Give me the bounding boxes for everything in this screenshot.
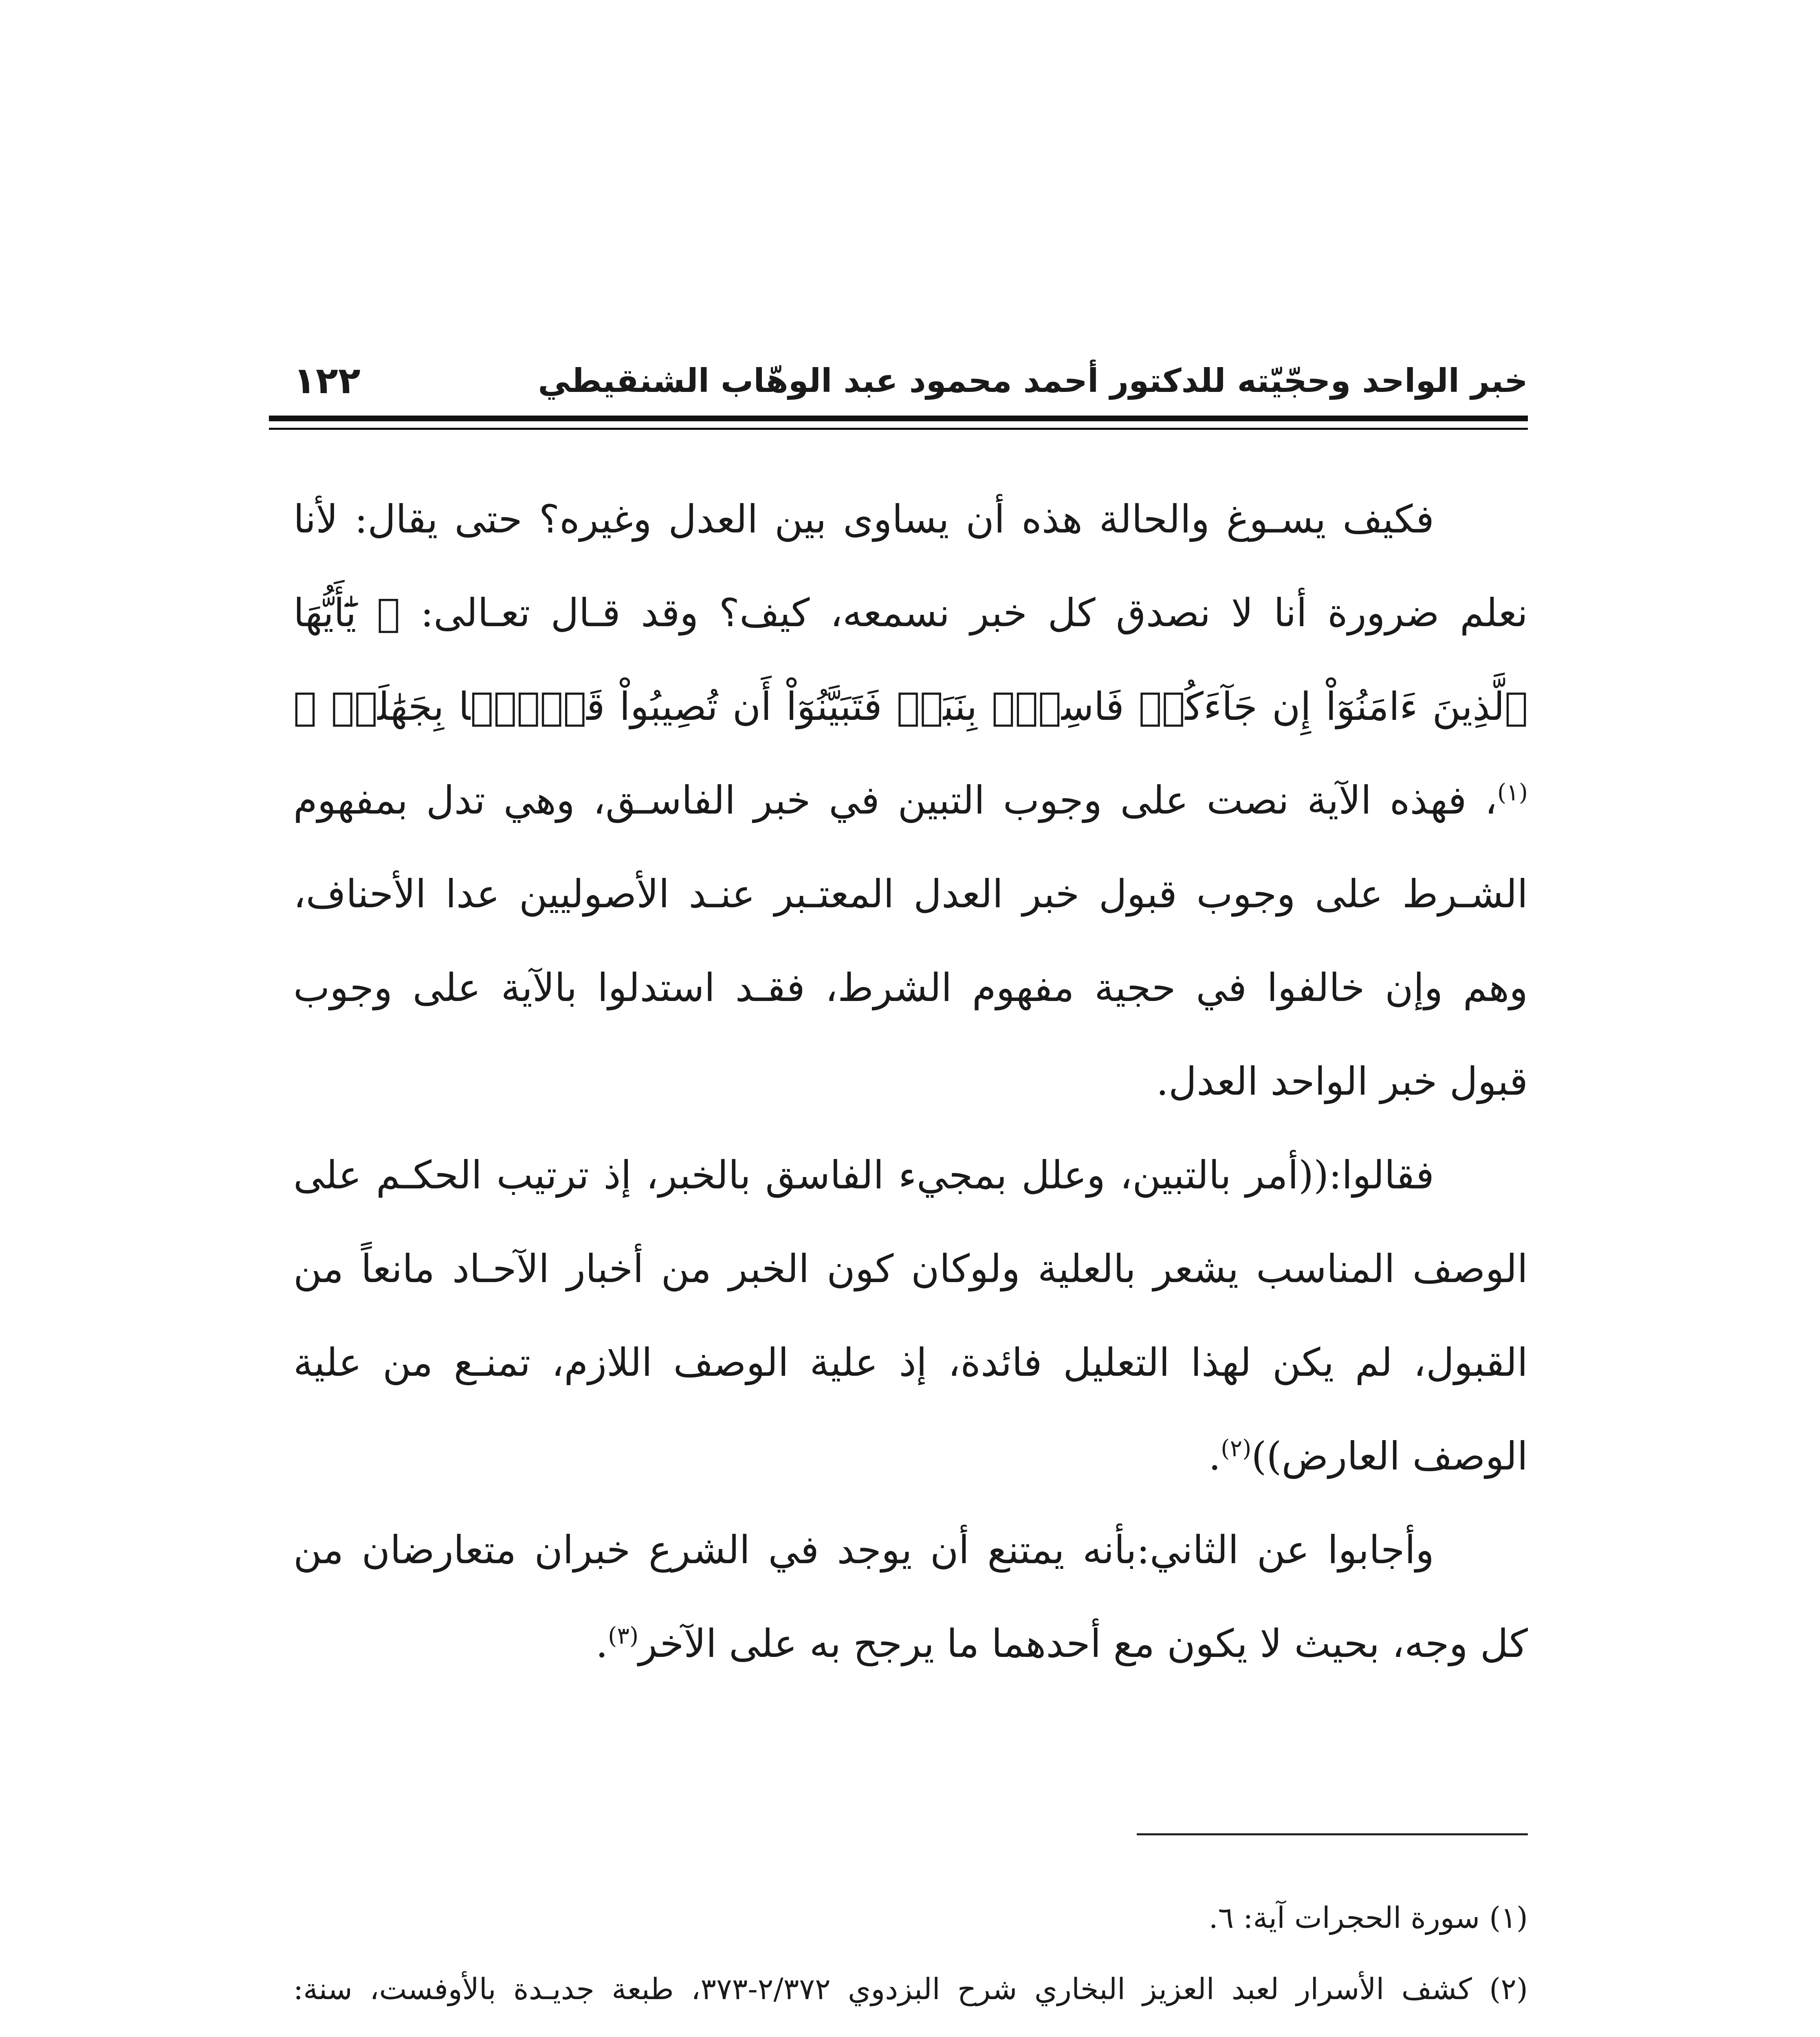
paragraph-1-rest: ، فهذه الآية نصت على وجوب التبين في خبر الفاسـق، وهي تدل بمفهوم الشـرط على وجوب قبول خبر العدل المعتـبر عنـد الأصوليين عدا الأحناف، وهم وإن خالفوا في حجية مفهوم الشرط، فقـد استدلوا بالآية على وجوب قبول خبر الواحد العدل. <box>293 778 1528 1104</box>
paragraph-1-text: فكيف يسـوغ والحالة هذه أن يساوى بين العدل وغيره؟ حتى يقال: لأنا نعلم ضرورة أنا لا نصدق كل خبر نسمعه، كيف؟ وقد قـال تعـالى: ﴿ يَٰٓأَيُّهَا ٱلَّذِينَ ءَامَنُوٓاْ إِن جَآءَكُمۡ فَاسِقُۢ بِنَبَإٖ فَتَبَيَّنُوٓاْ أَن تُصِيبُواْ قَوۡمَۢا بِجَهَٰلَةٖ ﴾ <box>293 497 1528 729</box>
body-text <box>293 473 1528 1691</box>
header-rule-thick <box>269 416 1528 421</box>
footnotes <box>293 1882 1528 2037</box>
footnote-2: (٢) كشف الأسرار لعبد العزيز البخاري شرح البزدوي ٢/٣٧٢-٣٧٣، طبعة جديـدة بالأوفست، سنة: <box>293 1972 1528 2006</box>
paragraph-2-text: فقالوا:((أمر بالتبين، وعلل بمجيء الفاسق بالخبر، إذ ترتيب الحكـم على الوصف المناسب يشعر بالعلية ولوكان كون الخبر من أخبار الآحـاد مانعاً من القبول، لم يكن لهذا التعليل فائدة، إذ علية الوصف اللازم، تمنـع من علية الوصف العارض)) <box>293 1153 1528 1479</box>
footnote-ref-2: (٢) <box>1221 1435 1252 1462</box>
header-rule-thin <box>269 428 1528 430</box>
running-header <box>269 350 1528 411</box>
paragraph-3-end: . <box>595 1621 608 1666</box>
footnote-ref-1: (١) <box>1497 779 1528 806</box>
paragraph-1 <box>293 473 1528 1128</box>
page-number: ١٢٢ <box>293 359 361 402</box>
paragraph-2-end: . <box>1208 1434 1221 1479</box>
paragraph-3 <box>293 1503 1528 1691</box>
paragraph-2 <box>293 1128 1528 1503</box>
footnote-separator <box>1137 1833 1528 1835</box>
header-title: خبر الواحد وحجّيّته للدكتور أحمد محمود عبد الوهّاب الشنقيطي <box>538 362 1528 400</box>
footnote-ref-3: (٣) <box>608 1622 639 1650</box>
paragraph-3-text: وأجابوا عن الثاني:بأنه يمتنع أن يوجد في الشرع خبران متعارضان من كل وجه، بحيث لا يكون مع أحدهما ما يرجح به على الآخر <box>293 1528 1528 1666</box>
footnote-1: (١) سورة الحجرات آية: ٦. <box>1208 1901 1528 1935</box>
